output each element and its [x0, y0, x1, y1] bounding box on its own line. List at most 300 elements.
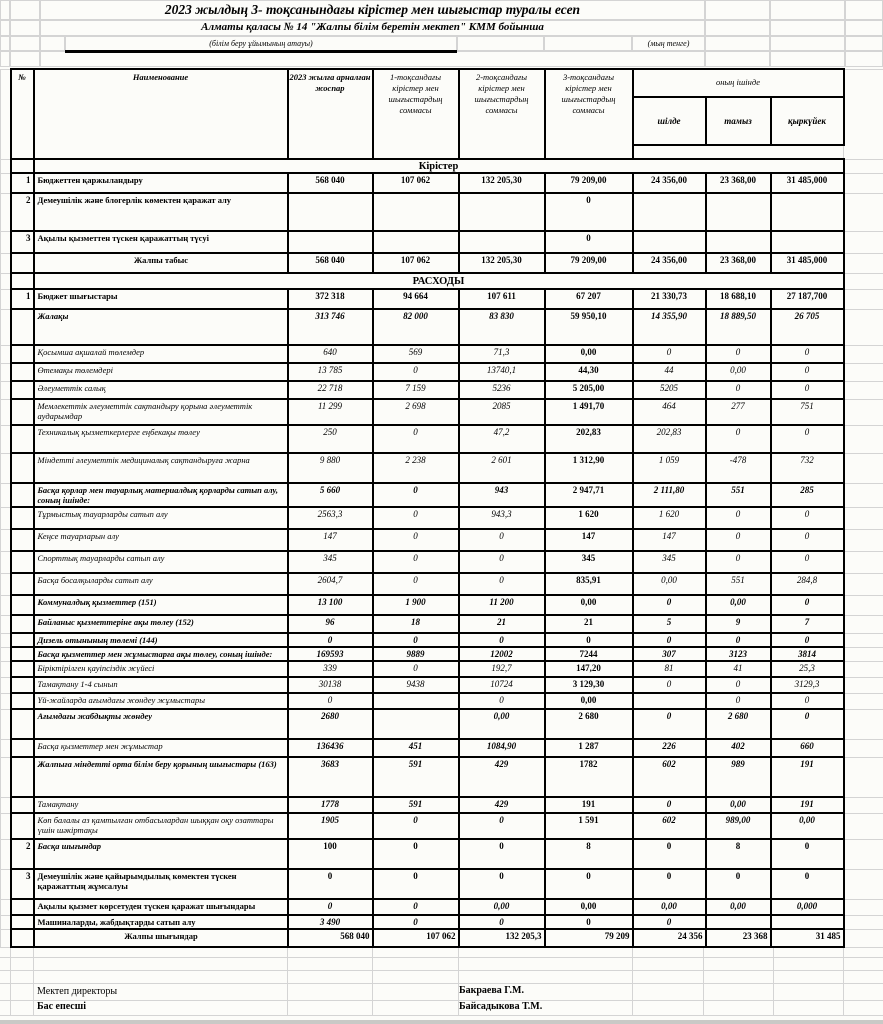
value-cell: 0: [771, 345, 844, 363]
value-cell: 0: [633, 633, 706, 647]
value-cell: 451: [373, 739, 459, 757]
value-cell: 3 490: [288, 915, 373, 929]
ghost-cell: [1, 483, 11, 507]
row-number-cell: [11, 595, 34, 615]
value-cell: 2085: [459, 399, 545, 425]
value-cell: 22 718: [288, 381, 373, 399]
value-cell: 0,00: [459, 899, 545, 915]
ghost-cell: [1, 381, 11, 399]
ghost-cell: [1, 929, 11, 947]
value-cell: 41: [706, 661, 771, 677]
value-cell: 989: [706, 757, 771, 797]
value-cell: 107 062: [373, 173, 459, 193]
table-row: [1, 363, 883, 381]
value-cell: 11 299: [288, 399, 373, 425]
ghost-cell: [1, 273, 11, 289]
value-cell: 0,00: [706, 363, 771, 381]
value-cell: 82 000: [373, 309, 459, 345]
value-cell: 2 698: [373, 399, 459, 425]
value-cell: 568 040: [288, 929, 373, 947]
row-label: Өтемақы төлемдері: [34, 363, 288, 381]
table-row: [1, 529, 883, 551]
value-cell: [771, 231, 844, 253]
value-cell: 1084,90: [459, 739, 545, 757]
grid-cell: [705, 20, 770, 36]
row-number-cell: 2: [11, 193, 34, 231]
row-number-cell: [11, 507, 34, 529]
value-cell: 67 207: [545, 289, 633, 309]
value-cell: 0: [373, 573, 459, 595]
value-cell: 989,00: [706, 813, 771, 839]
row-number-cell: [11, 693, 34, 709]
row-number-cell: [11, 159, 34, 173]
value-cell: 13 100: [288, 595, 373, 615]
table-row: [1, 915, 883, 929]
value-cell: 0: [706, 869, 771, 899]
grid-cell: [10, 20, 40, 36]
col-header-q1: 1-тоқсандағы кірістер мен шығыстардың соммасы: [373, 69, 459, 159]
row-label: Кеңсе тауарларын алу: [34, 529, 288, 551]
table-row: [1, 231, 883, 253]
value-cell: 202,83: [545, 425, 633, 453]
value-cell: 3814: [771, 647, 844, 661]
ghost-cell: [844, 399, 883, 425]
grid-cell: [845, 20, 883, 36]
ghost-cell: [1, 869, 11, 899]
col-header-including: оның ішінде: [633, 69, 844, 97]
grid-line: [0, 1015, 883, 1016]
value-cell: 0: [633, 915, 706, 929]
row-label: Спорттық тауарларды сатып алу: [34, 551, 288, 573]
ghost-cell: [844, 551, 883, 573]
value-cell: 0: [373, 363, 459, 381]
value-cell: 591: [373, 797, 459, 813]
value-cell: 59 950,10: [545, 309, 633, 345]
value-cell: 12002: [459, 647, 545, 661]
value-cell: 94 664: [373, 289, 459, 309]
value-cell: 0: [459, 839, 545, 869]
value-cell: 132 205,3: [459, 929, 545, 947]
value-cell: 660: [771, 739, 844, 757]
row-label: Бюджеттен қаржыландыру: [34, 173, 288, 193]
grid-cell: [770, 36, 845, 51]
ghost-cell: [1, 739, 11, 757]
value-cell: 191: [771, 797, 844, 813]
value-cell: 1 059: [633, 453, 706, 483]
value-cell: 47,2: [459, 425, 545, 453]
grid-line: [0, 970, 883, 971]
ghost-cell: [844, 595, 883, 615]
ghost-cell: [1, 839, 11, 869]
ghost-cell: [844, 309, 883, 345]
value-cell: 169593: [288, 647, 373, 661]
value-cell: 372 318: [288, 289, 373, 309]
ghost-cell: [1, 425, 11, 453]
value-cell: [373, 193, 459, 231]
value-cell: 147: [545, 529, 633, 551]
table-row: [1, 483, 883, 507]
row-label: Ақылы қызметтен түскен қаражаттың түсуі: [34, 231, 288, 253]
value-cell: 0,00: [771, 813, 844, 839]
grid-cell: [845, 36, 883, 51]
value-cell: 0,00: [706, 595, 771, 615]
grid-line: [0, 983, 883, 984]
value-cell: 147: [633, 529, 706, 551]
value-cell: 0: [545, 231, 633, 253]
value-cell: 0: [373, 661, 459, 677]
value-cell: 551: [706, 483, 771, 507]
grid-cell: [0, 51, 10, 67]
row-number-cell: [11, 615, 34, 633]
value-cell: 943: [459, 483, 545, 507]
org-name-note: (білім беру ұйымының атауы): [209, 39, 313, 48]
value-cell: 24 356: [633, 929, 706, 947]
header-spacer: [706, 145, 771, 159]
value-cell: 0,00: [706, 899, 771, 915]
table-row: [1, 453, 883, 483]
value-cell: [706, 231, 771, 253]
row-number-cell: [11, 425, 34, 453]
value-cell: 0: [771, 839, 844, 869]
row-label: Машиналарды, жабдықтарды сатып алу: [34, 915, 288, 929]
table-row: [1, 381, 883, 399]
row-number-cell: 1: [11, 173, 34, 193]
grid-line: [843, 948, 844, 1015]
ghost-cell: [844, 173, 883, 193]
ghost-cell: [1, 661, 11, 677]
value-cell: 464: [633, 399, 706, 425]
value-cell: 21: [545, 615, 633, 633]
value-cell: 0: [706, 425, 771, 453]
value-cell: 18 889,50: [706, 309, 771, 345]
ghost-right-column: [844, 69, 883, 159]
value-cell: 0: [459, 813, 545, 839]
value-cell: [373, 231, 459, 253]
row-label: Бюджет шығыстары: [34, 289, 288, 309]
value-cell: 0: [288, 869, 373, 899]
value-cell: 0,00: [545, 693, 633, 709]
row-number-cell: [11, 929, 34, 947]
row-number-cell: 3: [11, 231, 34, 253]
value-cell: 0: [706, 345, 771, 363]
grid-cell: [0, 0, 10, 20]
value-cell: 23 368: [706, 929, 771, 947]
grid-cell: [845, 0, 883, 20]
ghost-cell: [844, 289, 883, 309]
row-number-cell: [11, 899, 34, 915]
value-cell: 0: [459, 869, 545, 899]
value-cell: 5 660: [288, 483, 373, 507]
grid-cell: [770, 51, 845, 67]
value-cell: 339: [288, 661, 373, 677]
table-row: [1, 677, 883, 693]
value-cell: 943,3: [459, 507, 545, 529]
grid-cell: [544, 36, 632, 51]
value-cell: 602: [633, 757, 706, 797]
value-cell: 202,83: [633, 425, 706, 453]
ghost-cell: [844, 253, 883, 273]
row-number-cell: [11, 677, 34, 693]
value-cell: 7: [771, 615, 844, 633]
value-cell: 24 356,00: [633, 173, 706, 193]
col-header-plan: 2023 жылға арналған жоспар: [288, 69, 373, 159]
row-label: Ақылы қызмет көрсетуден түскен қаражат шығындары: [34, 899, 288, 915]
ghost-cell: [844, 573, 883, 595]
ghost-cell: [1, 345, 11, 363]
row-label: Қосымша ақшалай төлемдер: [34, 345, 288, 363]
value-cell: [706, 915, 771, 929]
table-row: [1, 661, 883, 677]
row-number-cell: [11, 647, 34, 661]
table-row: [1, 595, 883, 615]
value-cell: [288, 231, 373, 253]
row-label: Тамақтану 1-4 сынып: [34, 677, 288, 693]
value-cell: 9889: [373, 647, 459, 661]
ghost-cell: [1, 677, 11, 693]
report-table: [0, 68, 883, 948]
value-cell: 5 205,00: [545, 381, 633, 399]
value-cell: 0: [373, 507, 459, 529]
value-cell: 2 680: [545, 709, 633, 739]
table-row: [1, 929, 883, 947]
grid-line: [10, 948, 11, 1015]
value-cell: [771, 915, 844, 929]
value-cell: 9 880: [288, 453, 373, 483]
table-row: [1, 813, 883, 839]
value-cell: 0: [288, 693, 373, 709]
table-row: [1, 551, 883, 573]
ghost-cell: [1, 173, 11, 193]
value-cell: 551: [706, 573, 771, 595]
grid-cell: [0, 36, 10, 51]
row-label: Жалпы шығындар: [34, 929, 288, 947]
value-cell: [706, 193, 771, 231]
value-cell: 0: [771, 529, 844, 551]
value-cell: 31 485,000: [771, 173, 844, 193]
row-number-cell: [11, 345, 34, 363]
table-row: [1, 507, 883, 529]
value-cell: 345: [633, 551, 706, 573]
value-cell: 568 040: [288, 173, 373, 193]
table-row: [1, 839, 883, 869]
value-cell: 31 485,000: [771, 253, 844, 273]
value-cell: 0: [459, 915, 545, 929]
grid-cell: [705, 51, 770, 67]
value-cell: [373, 693, 459, 709]
ghost-cell: [844, 869, 883, 899]
row-number-cell: [11, 529, 34, 551]
value-cell: 8: [545, 839, 633, 869]
grid-cell: [845, 51, 883, 67]
ghost-cell: [844, 231, 883, 253]
value-cell: 136436: [288, 739, 373, 757]
value-cell: 226: [633, 739, 706, 757]
value-cell: 429: [459, 797, 545, 813]
ghost-cell: [844, 425, 883, 453]
value-cell: 402: [706, 739, 771, 757]
value-cell: 31 485: [771, 929, 844, 947]
ghost-cell: [844, 899, 883, 915]
grid-cell: [0, 20, 10, 36]
col-header-number: №: [11, 69, 34, 159]
ghost-cell: [1, 453, 11, 483]
row-number-cell: [11, 399, 34, 425]
row-label: Коммуналдық қызметтер (151): [34, 595, 288, 615]
value-cell: 79 209,00: [545, 253, 633, 273]
value-cell: 0: [545, 915, 633, 929]
ghost-cell: [1, 289, 11, 309]
value-cell: 0: [545, 869, 633, 899]
value-cell: 71,3: [459, 345, 545, 363]
ghost-cell: [844, 693, 883, 709]
value-cell: 3683: [288, 757, 373, 797]
value-cell: 0: [459, 693, 545, 709]
row-number-cell: [11, 709, 34, 739]
value-cell: 192,7: [459, 661, 545, 677]
row-label: Дизель отынының төлемі (144): [34, 633, 288, 647]
value-cell: [633, 231, 706, 253]
section-band-title: РАСХОДЫ: [34, 273, 844, 289]
value-cell: 0: [706, 529, 771, 551]
table-row: [1, 253, 883, 273]
grid-line: [0, 1000, 883, 1001]
value-cell: 191: [545, 797, 633, 813]
row-label: Демеушілік және қайырымдылық көмектен түскен қаражаттың жұмсалуы: [34, 869, 288, 899]
value-cell: 0: [545, 193, 633, 231]
grid-line: [287, 948, 288, 1015]
value-cell: 147,20: [545, 661, 633, 677]
col-header-q2: 2-тоқсандағы кірістер мен шығыстардың соммасы: [459, 69, 545, 159]
value-cell: 79 209: [545, 929, 633, 947]
value-cell: 0: [373, 813, 459, 839]
value-cell: 0: [459, 573, 545, 595]
value-cell: 7 159: [373, 381, 459, 399]
ghost-left-column: [1, 69, 11, 159]
table-row: [1, 345, 883, 363]
row-label: Жалақы: [34, 309, 288, 345]
ghost-cell: [1, 709, 11, 739]
row-label: Үй-жайларда ағымдағы жөндеу жұмыстары: [34, 693, 288, 709]
table-row: [1, 289, 883, 309]
row-number-cell: [11, 739, 34, 757]
ghost-cell: [844, 839, 883, 869]
grid-cell: [770, 0, 845, 20]
row-label: Басқа қорлар мен тауарлық материалдық қорларды сатып алу, соның ішінде:: [34, 483, 288, 507]
value-cell: 21: [459, 615, 545, 633]
table-row: [1, 693, 883, 709]
value-cell: 147: [288, 529, 373, 551]
value-cell: 0: [373, 529, 459, 551]
grid-cell: [10, 36, 40, 51]
ghost-cell: [844, 739, 883, 757]
ghost-cell: [1, 253, 11, 273]
value-cell: 5205: [633, 381, 706, 399]
table-row: [1, 173, 883, 193]
value-cell: 0: [633, 709, 706, 739]
col-header-july: шілде: [633, 97, 706, 145]
value-cell: 732: [771, 453, 844, 483]
value-cell: 25,3: [771, 661, 844, 677]
value-cell: 14 355,90: [633, 309, 706, 345]
row-number-cell: [11, 381, 34, 399]
value-cell: 0,00: [459, 709, 545, 739]
value-cell: 602: [633, 813, 706, 839]
bottom-gray-bar: [0, 1020, 883, 1024]
value-cell: 26 705: [771, 309, 844, 345]
row-label: Басқа қызметтер мен жұмыстарға ақы төлеу, соның ішінде:: [34, 647, 288, 661]
value-cell: 313 746: [288, 309, 373, 345]
table-row: [1, 899, 883, 915]
grid-line: [33, 948, 34, 1015]
ghost-cell: [1, 757, 11, 797]
ghost-cell: [844, 507, 883, 529]
ghost-cell: [1, 529, 11, 551]
grid-cell: [457, 36, 544, 51]
value-cell: 591: [373, 757, 459, 797]
value-cell: 0: [459, 529, 545, 551]
ghost-cell: [1, 551, 11, 573]
value-cell: 0: [633, 869, 706, 899]
value-cell: 3123: [706, 647, 771, 661]
value-cell: 2 947,71: [545, 483, 633, 507]
value-cell: 3129,3: [771, 677, 844, 693]
grid-cell: [10, 51, 40, 67]
value-cell: 1782: [545, 757, 633, 797]
row-label: Ағымдағы жабдықты жөндеу: [34, 709, 288, 739]
currency-unit-note: (мың тенге): [647, 39, 690, 48]
value-cell: 5: [633, 615, 706, 633]
ghost-cell: [844, 345, 883, 363]
value-cell: 2 111,80: [633, 483, 706, 507]
row-number-cell: [11, 813, 34, 839]
value-cell: 835,91: [545, 573, 633, 595]
value-cell: 0: [633, 839, 706, 869]
value-cell: 0: [288, 899, 373, 915]
value-cell: 0: [771, 425, 844, 453]
accountant-name: Байсадыкова Т.М.: [459, 1001, 543, 1012]
ghost-cell: [844, 381, 883, 399]
row-label: Техникалық қызметкерлерге еңбекақы төлеу: [34, 425, 288, 453]
value-cell: 0: [706, 381, 771, 399]
ghost-cell: [1, 615, 11, 633]
value-cell: 13 785: [288, 363, 373, 381]
row-number-cell: [11, 253, 34, 273]
value-cell: 9438: [373, 677, 459, 693]
value-cell: 0: [771, 693, 844, 709]
value-cell: 285: [771, 483, 844, 507]
col-header-september: қыркүйек: [771, 97, 844, 145]
ghost-cell: [1, 507, 11, 529]
report-title: 2023 жылдың 3- тоқсанындағы кірістер мен шығыстар туралы есеп: [164, 2, 581, 17]
grid-cell: [705, 0, 770, 20]
ghost-cell: [844, 661, 883, 677]
value-cell: 24 356,00: [633, 253, 706, 273]
grid-cell: [40, 36, 65, 51]
ghost-cell: [1, 363, 11, 381]
row-label: Тамақтану: [34, 797, 288, 813]
report-header: [0, 0, 883, 68]
ghost-cell: [1, 231, 11, 253]
value-cell: 44: [633, 363, 706, 381]
value-cell: 30138: [288, 677, 373, 693]
grid-cell: [770, 20, 845, 36]
table-row: [1, 709, 883, 739]
value-cell: 132 205,30: [459, 173, 545, 193]
value-cell: 0: [633, 595, 706, 615]
table-row: [1, 309, 883, 345]
value-cell: 0: [545, 633, 633, 647]
row-label: Басқа қызметтер мен жұмыстар: [34, 739, 288, 757]
